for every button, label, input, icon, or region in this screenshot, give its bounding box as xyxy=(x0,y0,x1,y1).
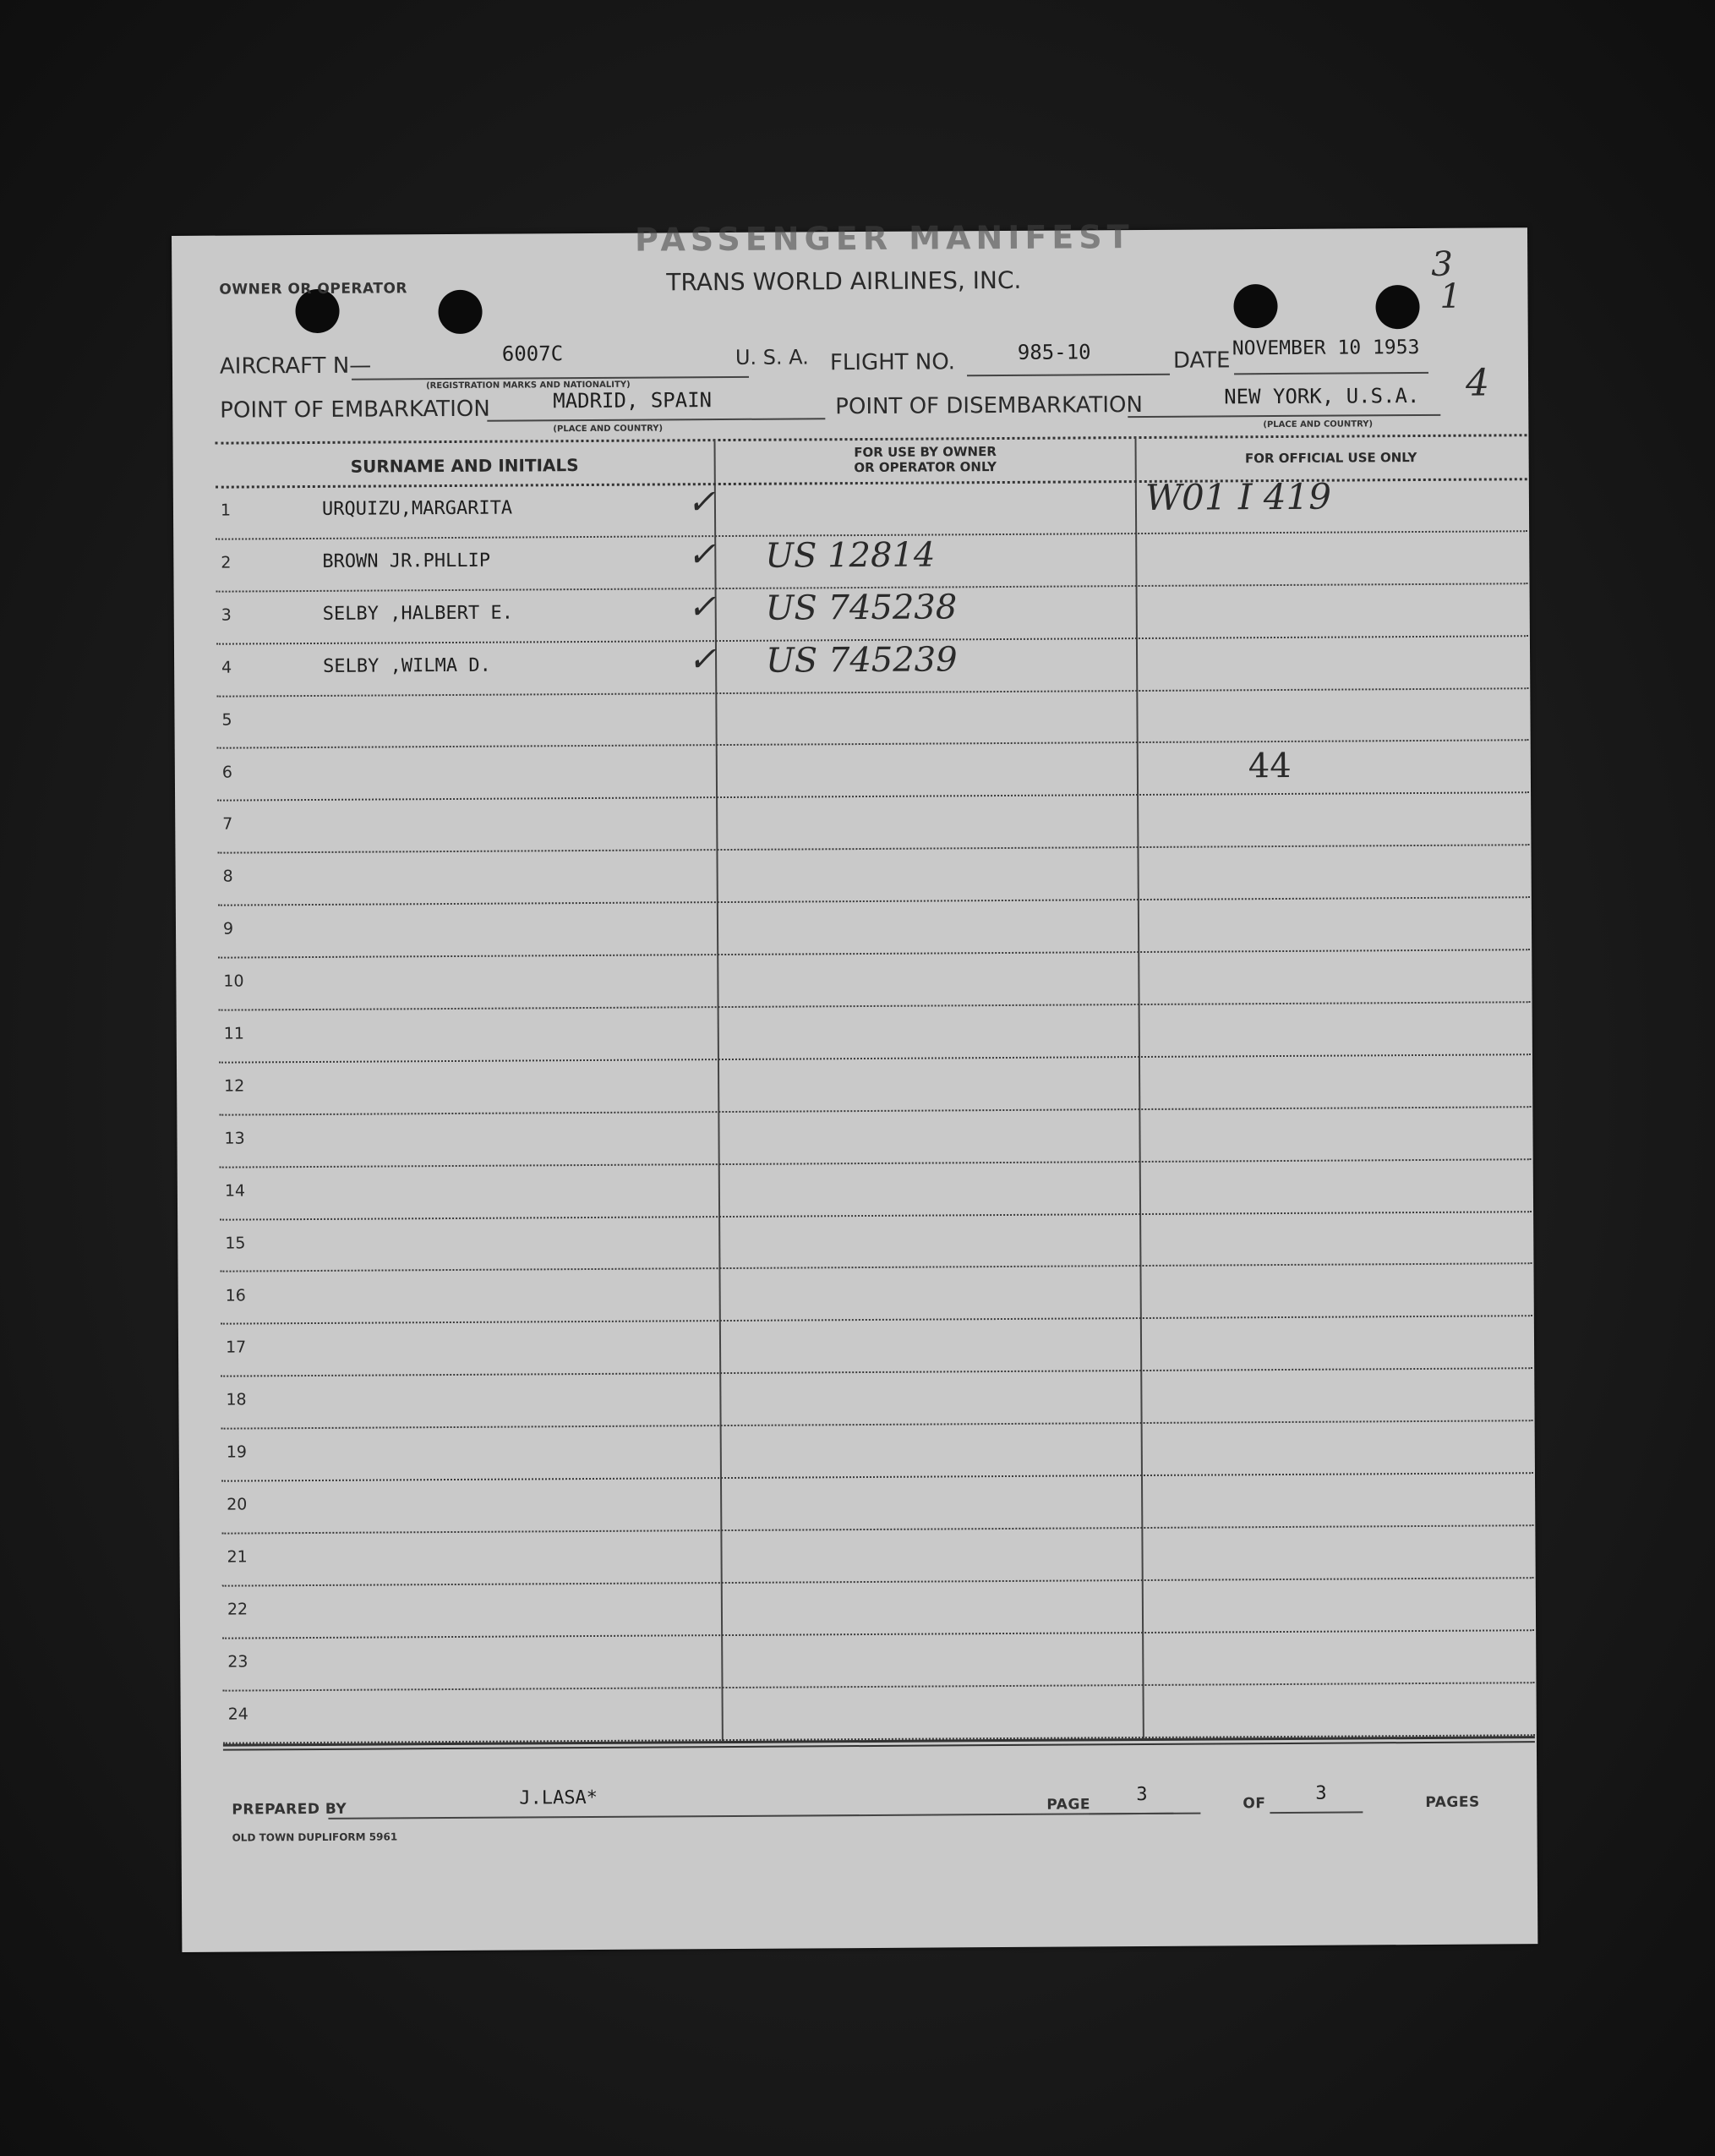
row-number: 5 xyxy=(221,710,232,730)
corner-mark: 4 xyxy=(1465,361,1490,405)
embark-label: POINT OF EMBARKATION xyxy=(220,396,490,424)
aircraft-label: AIRCRAFT N— xyxy=(219,353,372,380)
row-number: 9 xyxy=(222,919,234,938)
page-label: PAGE xyxy=(1046,1796,1091,1814)
row-number: 7 xyxy=(222,814,233,834)
column-header-official: FOR OFFICIAL USE ONLY xyxy=(1244,450,1417,467)
table-row xyxy=(178,1263,1533,1324)
prepared-value: J.LASA* xyxy=(519,1787,598,1809)
embark-sub: (PLACE AND COUNTRY) xyxy=(553,424,664,435)
table-row xyxy=(178,1367,1534,1428)
table-row xyxy=(178,1211,1533,1272)
usa-label: U. S. A. xyxy=(735,345,809,369)
row-number: 20 xyxy=(227,1495,248,1514)
flight-value: 985-10 xyxy=(1017,340,1091,364)
table-row xyxy=(173,530,1529,591)
row-number: 15 xyxy=(225,1234,246,1253)
table-row xyxy=(174,583,1530,643)
owner-use-entry: US 745239 xyxy=(765,640,958,681)
corner-mark: 1 xyxy=(1439,276,1462,316)
date-value: NOVEMBER 10 1953 xyxy=(1232,336,1420,360)
punch-hole xyxy=(1375,285,1419,329)
flight-label: FLIGHT NO. xyxy=(829,349,956,376)
disembark-label: POINT OF DISEMBARKATION xyxy=(835,391,1144,420)
official-use-entry: 44 xyxy=(1248,746,1292,785)
row-number: 22 xyxy=(227,1600,249,1619)
table-row xyxy=(179,1420,1535,1480)
row-number: 1 xyxy=(220,501,232,520)
passenger-name: SELBY ,WILMA D. xyxy=(323,654,491,677)
row-number: 18 xyxy=(226,1390,247,1409)
table-row xyxy=(180,1629,1536,1690)
row-number: 8 xyxy=(222,867,233,886)
table-row xyxy=(175,792,1531,853)
owner-use-line1: FOR USE BY OWNER xyxy=(854,444,997,461)
column-header-owner-use xyxy=(723,443,1128,476)
table-row xyxy=(179,1524,1535,1585)
date-label: DATE xyxy=(1172,347,1231,374)
disembark-sub: (PLACE AND COUNTRY) xyxy=(1263,419,1374,430)
row-number: 21 xyxy=(227,1547,248,1567)
table-row xyxy=(178,1316,1534,1376)
passenger-name: URQUIZU,MARGARITA xyxy=(321,497,513,520)
table-row xyxy=(177,1001,1532,1062)
row-number: 6 xyxy=(221,763,233,782)
row-number: 14 xyxy=(224,1181,246,1201)
table-row xyxy=(174,635,1530,696)
checkmark-icon: ✓ xyxy=(687,639,717,679)
table-row xyxy=(179,1472,1535,1533)
form-id: OLD TOWN DUPLIFORM 5961 xyxy=(232,1830,398,1844)
official-use-entry: W01 I 419 xyxy=(1144,475,1332,518)
row-number: 12 xyxy=(224,1076,245,1096)
row-number: 2 xyxy=(221,553,232,572)
table-row xyxy=(180,1577,1536,1638)
row-number: 16 xyxy=(225,1285,246,1305)
row-number: 4 xyxy=(221,658,232,677)
passenger-name: SELBY ,HALBERT E. xyxy=(322,602,513,625)
embark-value: MADRID, SPAIN xyxy=(553,388,713,413)
of-label: OF xyxy=(1243,1795,1266,1813)
row-number: 17 xyxy=(225,1338,247,1358)
row-number: 3 xyxy=(221,605,232,625)
page-value: 3 xyxy=(1136,1783,1148,1806)
owner-use-entry: US 745238 xyxy=(765,588,958,628)
table-row xyxy=(175,740,1531,801)
table-row xyxy=(173,475,1529,539)
row-number: 19 xyxy=(226,1442,248,1462)
prepared-label: PREPARED BY xyxy=(232,1800,347,1819)
table-row xyxy=(176,896,1532,957)
checkmark-icon: ✓ xyxy=(687,534,716,575)
table-row xyxy=(175,844,1531,905)
table-row xyxy=(178,1158,1533,1219)
checkmark-icon: ✓ xyxy=(686,483,716,523)
corner-mark: 3 xyxy=(1431,244,1453,284)
pages-label: PAGES xyxy=(1425,1793,1480,1811)
passenger-name: BROWN JR.PHLLIP xyxy=(322,550,491,572)
airline-name: TRANS WORLD AIRLINES, INC. xyxy=(666,265,1022,297)
punch-hole xyxy=(1233,284,1277,328)
manifest-sheet xyxy=(172,218,1537,1952)
checkmark-icon: ✓ xyxy=(687,587,717,627)
row-number: 24 xyxy=(227,1705,249,1724)
disembark-value: NEW YORK, U.S.A. xyxy=(1224,383,1420,409)
row-number: 13 xyxy=(224,1129,245,1148)
table-row xyxy=(177,1053,1532,1114)
row-number: 11 xyxy=(223,1024,245,1043)
owner-label: OWNER OR OPERATOR xyxy=(219,280,408,298)
table-row xyxy=(174,687,1530,748)
manifest-title: PASSENGER MANIFEST xyxy=(634,218,1134,259)
column-header-surname: SURNAME AND INITIALS xyxy=(350,455,579,477)
table-row xyxy=(181,1682,1537,1743)
punch-hole xyxy=(438,290,482,334)
row-number: 10 xyxy=(223,971,244,991)
table-row xyxy=(176,949,1532,1010)
owner-use-line2: OR OPERATOR ONLY xyxy=(854,459,997,476)
owner-use-entry: US 12814 xyxy=(765,535,936,576)
table-row xyxy=(177,1106,1532,1167)
aircraft-value: 6007C xyxy=(501,342,564,366)
row-number: 23 xyxy=(227,1652,249,1672)
aircraft-sub: (REGISTRATION MARKS AND NATIONALITY) xyxy=(426,380,631,391)
of-value: 3 xyxy=(1315,1782,1327,1804)
